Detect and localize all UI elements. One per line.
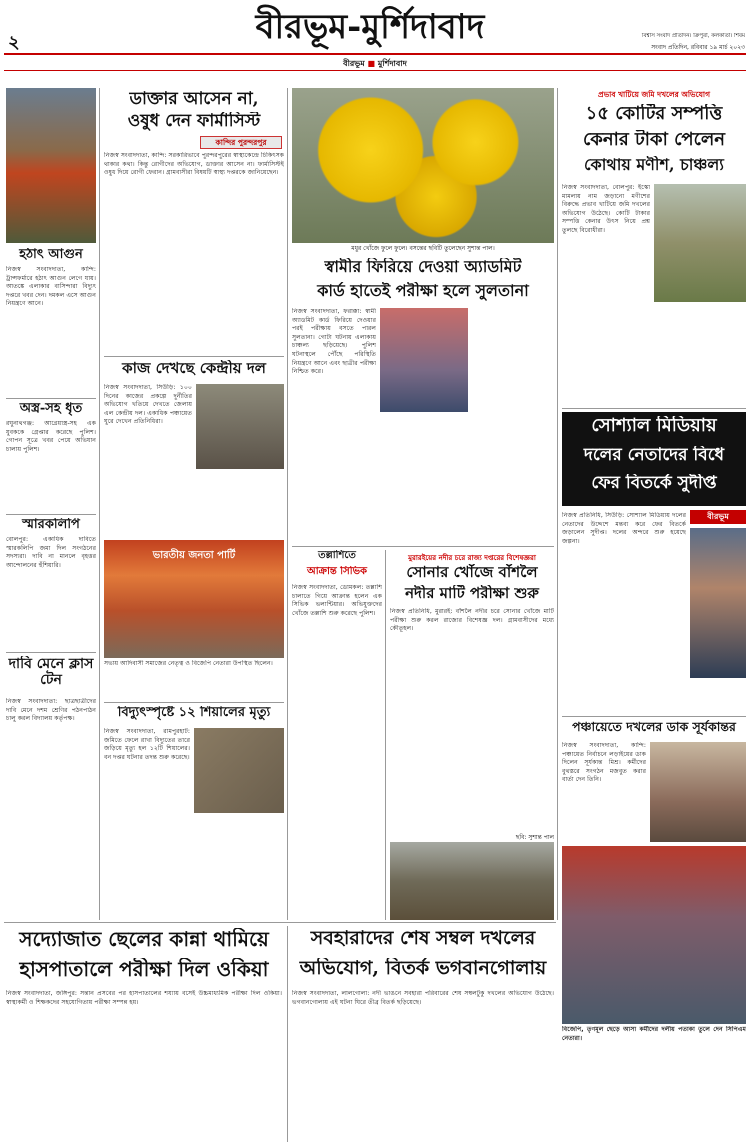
surya-body: নিজস্ব সংবাদদাতা, কান্দি: পঞ্চায়েত নির্বাচনে লড়াইয়ের ডাক দিলেন সূর্যকান্ত মিশ্র। কর্মীদের বুথস্তরে সংগঠন মজবুত করার বার্তা দেন তিনি। bbox=[562, 742, 646, 784]
sudipta-headline-box bbox=[562, 412, 746, 506]
masthead-rule bbox=[4, 53, 746, 55]
newborn-headline-1: সদ্যোজাত ছেলের কান্না থামিয়ে bbox=[19, 928, 269, 951]
doctor-tag: কান্দির পুরন্দরপুর bbox=[200, 136, 282, 149]
newborn-body: নিজস্ব সংবাদদাতা, জঙ্গিপুর: সন্তান প্রসবের পর হাসপাতালের শয্যায় বসেই উচ্চমাধ্যমিক পরীক্ষা দিল ওকিয়া। স্বাস্থ্যকর্মী ও শিক্ষকদের সহযোগিতায় পরীক্ষা সম্পন্ন হয়। bbox=[6, 990, 282, 1006]
rule bbox=[104, 356, 284, 357]
flower-caption: মধুর খোঁজে ফুলে ফুলে। বসন্তের ছবিটি তুলেছেন সুশান্ত পাল। bbox=[351, 245, 495, 252]
section-square-icon: ■ bbox=[367, 59, 376, 68]
sudipta-body: নিজস্ব প্রতিনিধি, সিউড়ি: সোশ্যাল মিডিয়ায় দলের নেতাদের উদ্দেশে মন্তব্য করে ফের বিতর্কে জড়ালেন সুদীপ্ত। দলের অন্দরে শুরু হয়েছে জল্পনা। bbox=[562, 512, 686, 545]
sudipta-headline-3: ফের বিতর্কে সুদীপ্ত bbox=[591, 474, 717, 493]
column-rule bbox=[287, 926, 288, 1142]
rule bbox=[562, 408, 746, 409]
section-birbhum: বীরভূম bbox=[343, 59, 365, 68]
fire-body: নিজস্ব সংবাদদাতা, কান্দি: ট্রান্সফর্মারে হঠাৎ আগুন লেগে যায়। আতঙ্কে এলাকার বাসিন্দারা বিদ্যুৎ দপ্তরে খবর দেন। দমকল এসে আগুন নিয়ন্ত্রণে আনে। bbox=[6, 266, 96, 308]
weapon-body: রঘুনাথগঞ্জ: আগ্নেয়াস্ত্র-সহ এক যুবককে গ্রেপ্তার করেছে পুলিশ। গোপন সূত্রে খবর পেয়ে অভিযান চালায় পুলিশ। bbox=[6, 420, 96, 453]
section-rule bbox=[4, 70, 746, 71]
rule bbox=[104, 702, 284, 703]
property-headline-2: কেনার টাকা পেলেন bbox=[582, 130, 726, 150]
edition-line: বিশ্বাস সংবাদ প্রতিদিন। ক্রিপুরা, কলকাতা। শিবম bbox=[641, 33, 745, 39]
date-line: সংবাদ প্রতিদিন, রবিবার ১৯ মার্চ ২০২৩ bbox=[651, 44, 745, 51]
sudipta-photo bbox=[690, 528, 746, 678]
surya-photo-1 bbox=[650, 742, 746, 842]
sultana-body: নিজস্ব সংবাদদাতা, ফরাক্কা: স্বামী অ্যাডমিট কার্ড ফিরিয়ে দেওয়ার পরই পরীক্ষায় বসতে পারল সুলতানা। গোটা ঘটনায় এলাকায় চাঞ্চল্য ছড়িয়েছে। পুলিশ ঘটনাস্থলে পৌঁছে পরিস্থিতি নিয়ন্ত্রণে আনে এবং ছাত্রীর পরীক্ষা নিশ্চিত করে। bbox=[292, 308, 376, 376]
poster-text: ভারতীয় জনতা পার্টি bbox=[152, 550, 236, 561]
central-body: নিজস্ব সংবাদদাতা, সিউড়ি: ১০০ দিনের কাজের প্রকল্পে দুর্নীতির অভিযোগ খতিয়ে দেখতে জেলায় এল কেন্দ্রীয় দল। একাধিক পঞ্চায়েত ঘুরে দেখেন প্রতিনিধিরা। bbox=[104, 384, 192, 426]
memo-headline: স্মারকলিপি bbox=[22, 518, 80, 532]
rule bbox=[6, 398, 96, 399]
sultana-headline-1: স্বামীর ফিরিয়ে দেওয়া অ্যাডমিট bbox=[324, 258, 522, 276]
property-headline-1: ১৫ কোটির সম্পত্তি bbox=[585, 104, 723, 124]
rule bbox=[562, 716, 746, 717]
column-rule bbox=[557, 88, 558, 920]
gold-headline-1: সোনার খোঁজে বাঁশলৈ bbox=[406, 564, 538, 581]
jackals-headline: বিদ্যুৎস্পৃষ্টে ১২ শিয়ালের মৃত্যু bbox=[117, 706, 271, 720]
sultana-headline-2: কার্ড হাতেই পরীক্ষা হলে সুলতানা bbox=[317, 282, 529, 300]
sultana-body-cont bbox=[472, 308, 554, 544]
bhagwan-headline-2: অভিযোগ, বিতর্ক ভগবানগোলায় bbox=[299, 958, 547, 979]
surya-photo-2 bbox=[562, 846, 746, 1024]
bhagwan-body: নিজস্ব সংবাদদাতা, লালগোলা: নদী ভাঙনে সবহারা পরিবারের শেষ সম্বলটুকু দখলের অভিযোগ উঠেছে। ভগবানগোলায় এই ঘটনা ঘিরে তীব্র বিতর্ক ছড়িয়েছে। bbox=[292, 990, 554, 1006]
column-rule bbox=[99, 88, 100, 920]
property-body-cont bbox=[654, 304, 746, 404]
gold-kicker: মুরারইয়ের নদীর চরে রাজ্য দপ্তরের বিশেষজ্ঞরা bbox=[408, 554, 536, 562]
sultana-photo bbox=[380, 308, 468, 412]
sudipta-headline-2: দলের নেতাদের বিঁধে bbox=[583, 446, 725, 465]
column-rule bbox=[287, 88, 288, 920]
fire-photo bbox=[6, 88, 96, 243]
gold-body: নিজস্ব প্রতিনিধি, মুরারই: বাঁশলৈ নদীর চরে সোনার খোঁজে মাটি পরীক্ষা শুরু করল রাজ্যের বিশেষজ্ঞ দল। গ্রামবাসীদের মধ্যে কৌতূহল। bbox=[390, 608, 554, 633]
sudipta-body-cont bbox=[690, 680, 746, 712]
property-photo bbox=[654, 184, 746, 302]
class-headline: দাবি মেনে ক্লাস টেন bbox=[8, 656, 94, 689]
rule bbox=[6, 652, 96, 653]
civic-body: নিজস্ব সংবাদদাতা, ডোমকল: তল্লাশি চালাতে গিয়ে আক্রান্ত হলেন এক সিভিক ভলান্টিয়ার। অভিযুক্তদের খোঁজে তল্লাশি শুরু করেছে পুলিশ। bbox=[292, 584, 382, 617]
property-body: নিজস্ব সংবাদদাতা, বোলপুর: ইস্কো মামলায় নাম জড়ানো মণীশের বিরুদ্ধে প্রভাব খাটিয়ে জমি দখলের অভিযোগ উঠেছে। কোটি টাকার সম্পত্তি কেনার উৎস নিয়ে প্রশ্ন তুলছে বিরোধীরা। bbox=[562, 184, 650, 234]
jackals-body: নিজস্ব সংবাদদাতা, রামপুরহাট: জমিতে ফেলে রাখা বিদ্যুতের তারে জড়িয়ে মৃত্যু হল ১২টি শিয়ালের। বন দপ্তর ঘটনার তদন্ত শুরু করেছে। bbox=[104, 728, 190, 761]
surya-headline: পঞ্চায়েতে দখলের ডাক সূর্যকান্তর bbox=[572, 720, 736, 734]
rule bbox=[6, 514, 96, 515]
memo-body: বোলপুর: একাধিক দাবিতে স্মারকলিপি জমা দিল সংগঠনের সদস্যরা। দাবি না মানলে বৃহত্তর আন্দোলনের হুঁশিয়ারি। bbox=[6, 536, 96, 569]
doctor-headline-2: ওষুধ দেন ফার্মাসিস্ট bbox=[127, 112, 261, 131]
doctor-body: নিজস্ব সংবাদদাতা, কান্দি: সরকারিভাবে পুরন্দরপুরের স্বাস্থ্যকেন্দ্রে চিকিৎসক থাকার কথা। কিন্তু রোগীদের অভিযোগ, ডাক্তার আসেন না। ফার্মাসিস্টই ওষুধ দিয়ে রোগী ফেরান। গ্রামবাসীরা বিষয়টি স্বাস্থ্য দপ্তরকে জানিয়েছেন। bbox=[104, 152, 284, 177]
central-photo bbox=[196, 384, 284, 469]
flower-photo bbox=[292, 88, 554, 243]
gold-byline: ছবি: সুশান্ত পাল bbox=[515, 834, 554, 840]
civic-kicker: তল্লাশিতে bbox=[318, 550, 356, 561]
newborn-headline-2: হাসপাতালে পরীক্ষা দিল ওকিয়া bbox=[19, 958, 269, 981]
sudipta-tag: বীরভূম bbox=[690, 510, 746, 524]
section-labels bbox=[300, 58, 450, 68]
gold-photo bbox=[390, 842, 554, 920]
central-caption: সভায় আদিবাসী সমাজের নেতৃত্ব ও বিজেপি নেতারা উপস্থিত ছিলেন। bbox=[104, 660, 273, 667]
rule bbox=[292, 546, 554, 547]
fire-headline: হঠাৎ আগুন bbox=[19, 248, 83, 262]
civic-headline: আক্রান্ত সিভিক bbox=[306, 566, 368, 577]
gold-headline-2: নদীর মাটি পরীক্ষা শুরু bbox=[405, 585, 539, 602]
central-headline: কাজ দেখছে কেন্দ্রীয় দল bbox=[122, 360, 266, 377]
property-kicker: প্রভাব খাটিয়ে জমি দখলের অভিযোগ bbox=[597, 90, 710, 99]
sudipta-headline-1: সোশ্যাল মিডিয়ায় bbox=[591, 416, 717, 436]
page-number: ২ bbox=[8, 32, 20, 50]
property-headline-3: কোথায় মণীশ, চাঞ্চল্য bbox=[584, 156, 724, 174]
section-murshidabad: মুর্শিদাবাদ bbox=[377, 59, 407, 68]
surya-caption: বিজেপি, তৃণমূল ছেড়ে আসা কর্মীদের দলীয় পতাকা তুলে দেন সিপিএম নেতারা। bbox=[562, 1026, 746, 1042]
weapon-headline: অস্ত্র-সহ ধৃত bbox=[19, 402, 83, 416]
jackals-photo bbox=[194, 728, 284, 813]
masthead-title: বীরভূম-মুর্শিদাবাদ bbox=[255, 7, 485, 47]
column-rule bbox=[385, 550, 386, 920]
bjp-meeting-photo bbox=[104, 540, 284, 658]
rule bbox=[4, 922, 556, 923]
doctor-headline-1: ডাক্তার আসেন না, bbox=[129, 90, 259, 109]
bhagwan-headline-1: সবহারাদের শেষ সম্বল দখলের bbox=[310, 928, 536, 949]
class-body: নিজস্ব সংবাদদাতা: ছাত্রছাত্রীদের দাবি মেনে দশম শ্রেণির পঠনপাঠন চালু করল বিদ্যালয় কর্তৃপক্ষ। bbox=[6, 698, 96, 723]
